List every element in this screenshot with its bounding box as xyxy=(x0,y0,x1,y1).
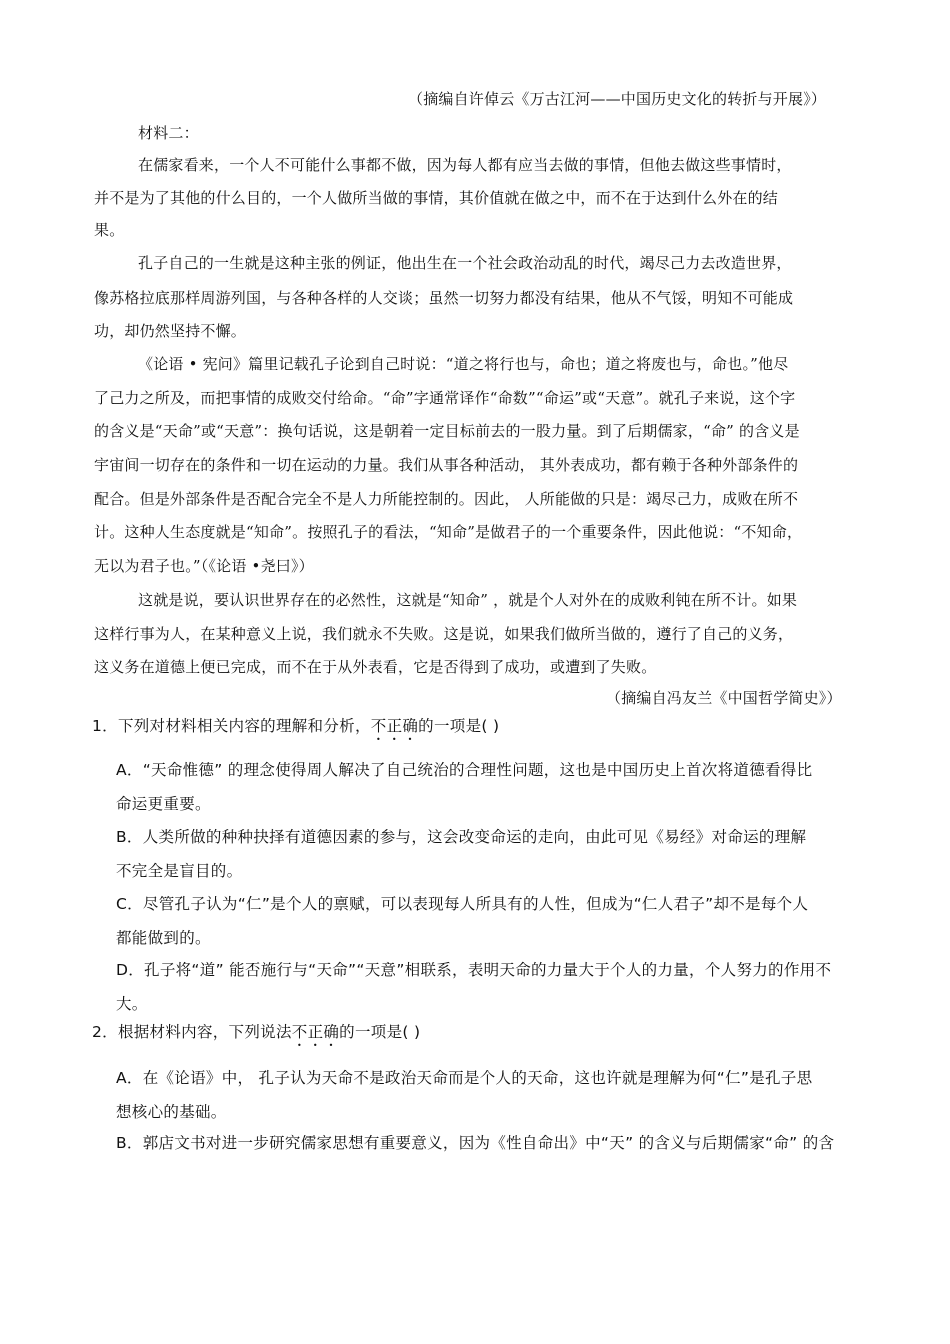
paragraph-line: 像苏格拉底那样周游列国，与各种各样的人交谈；虽然一切努力都没有结果，他从不气馁，明知不可能成 xyxy=(94,289,794,307)
option-line: 大。 xyxy=(116,995,148,1013)
option-line: A．在《论语》中， 孔子认为天命不是政治天命而是个人的天命，这也许就是理解为何“仁”是孔子思 xyxy=(116,1069,813,1087)
paragraph-line: 计。这种人生态度就是“知命”。按照孔子的看法，“知命”是做君子的一个重要条件，因此他说：“不知命， xyxy=(94,523,803,541)
emphasis-not-correct: 不正确 xyxy=(291,1023,340,1041)
option-line: D．孔子将“道” 能否施行与“天命”“天意”相联系，表明天命的力量大于个人的力量，个人努力的作用不 xyxy=(116,961,832,979)
paragraph-line: 并不是为了其他的什么目的，一个人做所当做的事情，其价值就在做之中，而不在于达到什么外在的结 xyxy=(94,189,779,207)
paragraph-line: 果。 xyxy=(94,221,125,239)
option-line: 不完全是盲目的。 xyxy=(116,862,243,880)
paragraph-line: 了己力之所及，而把事情的成败交付给命。“命”字通常译作“命数”“命运”或“天意”。就孔子来说，这个字 xyxy=(94,389,796,407)
option-line: C．尽管孔子认为“仁”是个人的禀赋，可以表现每人所具有的人性，但成为“仁人君子”却不是每个人 xyxy=(116,895,809,913)
material1-source: （摘编自许倬云《万古江河——中国历史文化的转折与开展》） xyxy=(408,90,827,108)
emphasis-not-correct: 不正确 xyxy=(370,717,419,735)
material2-heading: 材料二： xyxy=(138,124,199,142)
option-line: A．“天命惟德” 的理念使得周人解决了自己统治的合理性问题，这也是中国历史上首次将道德看得比 xyxy=(116,761,813,779)
option-line: 想核心的基础。 xyxy=(116,1103,227,1121)
paragraph-line: 无以为君子也。”（《论语 •尧曰》） xyxy=(94,557,314,575)
option-line: 都能做到的。 xyxy=(116,929,211,947)
option-line: 命运更重要。 xyxy=(116,795,211,813)
question-1-stem: 1．下列对材料相关内容的理解和分析，不正确的一项是( ) xyxy=(92,717,500,735)
paragraph-line: 这就是说，要认识世界存在的必然性，这就是“知命” ，就是个人对外在的成败利钝在所不计。如果 xyxy=(138,591,798,609)
option-line: B．郭店文书对进一步研究儒家思想有重要意义，因为《性自命出》中“天” 的含义与后期儒家“命” 的含 xyxy=(116,1134,835,1152)
paragraph-line: 在儒家看来，一个人不可能什么事都不做，因为每人都有应当去做的事情，但他去做这些事情时， xyxy=(138,156,792,174)
paragraph-line: 配合。但是外部条件是否配合完全不是人力所能控制的。因此， 人所能做的只是：竭尽己力，成败在所不 xyxy=(94,490,799,508)
question-2-stem: 2．根据材料内容，下列说法不正确的一项是( ) xyxy=(92,1023,421,1041)
option-line: B．人类所做的种种抉择有道德因素的参与，这会改变命运的走向，由此可见《易经》对命运的理解 xyxy=(116,828,807,846)
paragraph-line: 《论语 • 宪问》篇里记载孔子论到自己时说：“道之将行也与，命也；道之将废也与，命也。”他尽 xyxy=(138,355,789,373)
paragraph-line: 这样行事为人，在某种意义上说，我们就永不失败。这是说，如果我们做所当做的，遵行了自己的义务， xyxy=(94,625,794,643)
paragraph-line: 宇宙间一切存在的条件和一切在运动的力量。我们从事各种活动， 其外表成功，都有赖于各种外部条件的 xyxy=(94,456,799,474)
paragraph-line: 功，却仍然坚持不懈。 xyxy=(94,322,247,340)
paragraph-line: 的含义是“天命”或“天意”：换句话说，这是朝着一定目标前去的一股力量。到了后期儒家，“命” 的含义是 xyxy=(94,422,800,440)
material2-source: （摘编自冯友兰《中国哲学简史》） xyxy=(606,689,842,707)
paragraph-line: 孔子自己的一生就是这种主张的例证，他出生在一个社会政治动乱的时代，竭尽己力去改造世界， xyxy=(138,254,792,272)
paragraph-line: 这义务在道德上便已完成，而不在于从外表看，它是否得到了成功，或遭到了失败。 xyxy=(94,658,657,676)
